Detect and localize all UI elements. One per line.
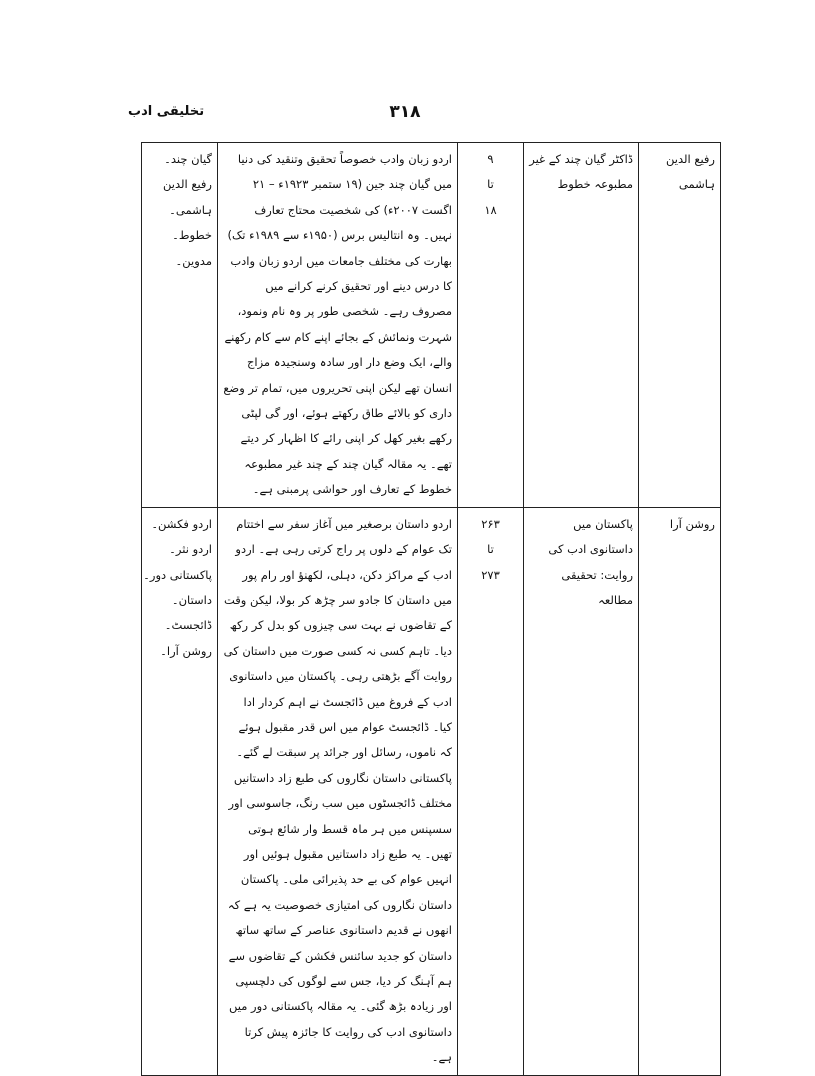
pages-cell <box>458 507 524 1075</box>
title-cell: ڈاکٹر گیان چند کے غیر مطبوعہ خطوط <box>524 143 639 508</box>
keyword: پاکستانی دور۔ <box>143 567 212 582</box>
keyword: رفیع الدین <box>163 177 212 192</box>
page-end: ۲۷۳ <box>481 567 500 582</box>
table-row <box>142 507 721 1075</box>
keyword: خطوط۔ <box>172 228 212 243</box>
title-cell: پاکستان میں داستانوی ادب کی روایت: تحقیقی مطالعہ <box>524 507 639 1075</box>
page-number: ۳۱۸ <box>389 102 421 122</box>
article-index-table <box>141 142 721 1076</box>
keyword: ڈائجسٹ۔ <box>164 618 212 633</box>
keyword: گیان چند۔ <box>164 152 212 166</box>
keyword: اردو فکشن۔ <box>151 516 212 531</box>
author-cell: روشن آرا <box>639 507 721 1075</box>
page-start: ۲۶۳ <box>481 516 500 531</box>
keyword: مدوین۔ <box>175 253 212 268</box>
keyword: روشن آرا۔ <box>160 643 212 658</box>
keyword: اردو نثر۔ <box>169 542 212 557</box>
keyword: ہاشمی۔ <box>169 202 212 217</box>
summary-cell: اردو زبان وادب خصوصاً تحقیق وتنقید کی دنیا میں گیان چند جین (۱۹ ستمبر ۱۹۲۳ء – ۲۱ اگست ۲۰۰۷ء) کی شخصیت محتاج تعارف نہیں۔ وہ انتالیس برس (۱۹۵۰ء سے ۱۹۸۹ء تک) بھارت کی مختلف جامعات میں اردو زبان وادب کا درس دینے اور تحقیق کرنے کرانے میں مصروف رہے۔ شخصی طور پر وہ نام ونمود، شہرت ونمائش کے بجائے اپنے کام سے کام رکھنے والے، ایک وضع دار اور سادہ وسنجیدہ مزاج انسان تھے لیکن اپنی تحریروں میں، تمام تر وضع داری کو بالائے طاق رکھتے ہوئے، اور گی لپٹی رکھے بغیر کھل کر اپنی رائے کا اظہار کر دیتے تھے۔ یہ مقالہ گیان چند کے چند غیر مطبوعہ خطوط کے تعارف اور حواشی پرمبنی ہے۔ <box>218 143 458 508</box>
page-start: ۹ <box>487 152 494 166</box>
pages-cell <box>458 143 524 508</box>
journal-name: تخلیقی ادب <box>128 104 205 119</box>
keywords-cell <box>142 507 218 1075</box>
table-row <box>142 143 721 508</box>
page-end: ۱۸ <box>484 202 497 217</box>
keyword: داستان۔ <box>171 592 212 607</box>
keywords-cell <box>142 143 218 508</box>
page-separator: تا <box>487 542 494 557</box>
summary-cell: اردو داستان برصغیر میں آغاز سفر سے اختتام تک عوام کے دلوں پر راج کرتی رہی ہے۔ اردو ادب کے مراکز دکن، دہلی، لکھنؤ اور رام پور میں داستان کا جادو سر چڑھ کر بولا، لیکن وقت کے تقاضوں نے بہت سی چیزوں کو بدل کر رکھ دیا۔ تاہم کسی نہ کسی صورت میں داستان کی روایت آگے بڑھتی رہی۔ پاکستان میں داستانوی ادب کے فروغ میں ڈائجسٹ نے اہم کردار ادا کیا۔ ڈائجسٹ عوام میں اس قدر مقبول ہوئے کہ ناموں، رسائل اور جرائد پر سبقت لے گئے۔ پاکستانی داستان نگاروں کی طبع زاد داستانیں مختلف ڈائجسٹوں میں سب رنگ، جاسوسی اور سسپنس میں ہر ماہ قسط وار شائع ہوتی تھیں۔ یہ طبع زاد داستانیں مقبول ہوئیں اور انہیں عوام کی بے حد پذیرائی ملی۔ پاکستان داستان نگاروں کی امتیازی خصوصیت یہ ہے کہ انھوں نے قدیم داستانوی عناصر کے ساتھ ساتھ داستان کو جدید سائنس فکشن کے تقاضوں سے ہم آہنگ کر دیا، جس سے لوگوں کی دلچسپی اور زیادہ بڑھ گئی۔ یہ مقالہ پاکستانی دور میں داستانوی ادب کی روایت کا جائزہ پیش کرتا ہے۔ <box>218 507 458 1075</box>
page-separator: تا <box>487 177 494 192</box>
author-cell: رفیع الدین ہاشمی <box>639 143 721 508</box>
